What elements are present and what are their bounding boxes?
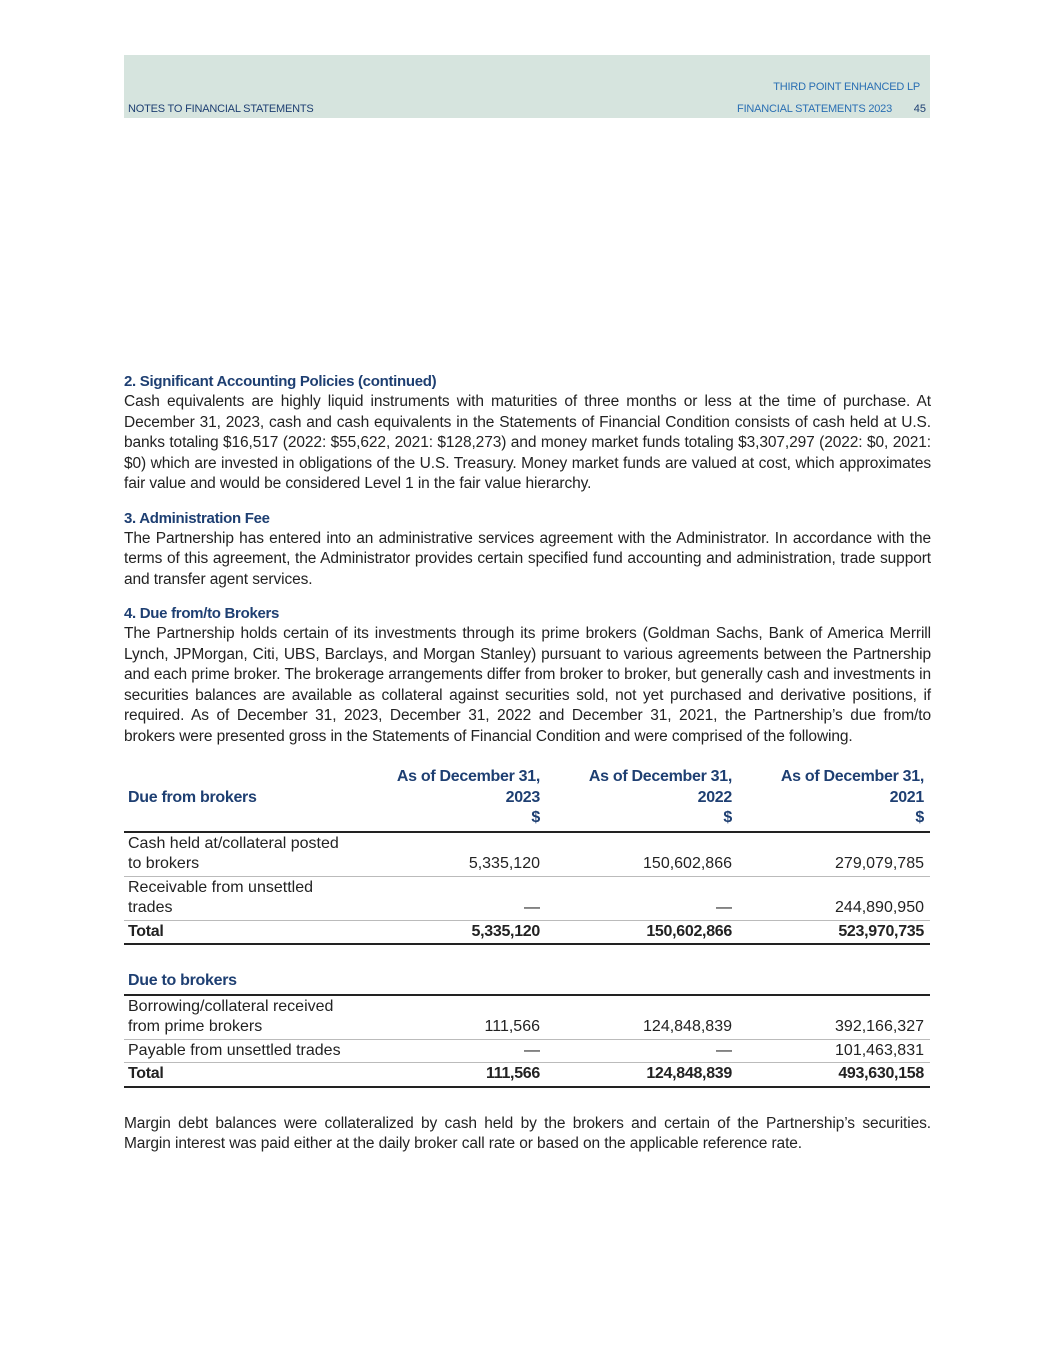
due-from-title: Due from brokers — [124, 767, 354, 832]
due-to-header-row — [124, 944, 930, 995]
section-text: The Partnership holds certain of its investments through its prime brokers (Goldman Sachs, Bank of America Merrill Lynch, JPMorgan, Citi, UBS, Barclays, and Morgan Stanley) pursuant to various agreements between the Partnership and each prime broker. The brokerage arrangements differ from broker to broker, but generally cash and investments in securities balances are available as collateral against securities sold, not yet purchased and derivative positions, if required. As of December 31, 2023, December 31, 2022 and December 31, 2021, the Partnership’s due from/to brokers were presented gross in the Statements of Financial Condition and were comprised of the following. — [124, 625, 931, 745]
entity-name: THIRD POINT ENHANCED LP — [773, 81, 920, 93]
column-header: As of December 31, 2023 $ — [354, 767, 546, 832]
table-row: Payable from unsettled trades — — 101,463,831 — [124, 1039, 930, 1063]
table-row: Borrowing/collateral received from prime brokers 111,566 124,848,839 392,166,327 — [124, 995, 930, 1040]
section-text: Cash equivalents are highly liquid instruments with maturities of three months or less at the time of purchase. At December 31, 2023, cash and cash equivalents in the Statements of Financial Condition consists of cash held at U.S. banks totaling $16,517 (2022: $55,622, 2021: $128,273) and money market funds totaling $3,307,297 (2022: $0, 2021: $0) which are invested in obligations of the U.S. Treasury. Money market funds are valued at cost, which approximates fair value and would be considered Level 1 in the fair value hierarchy. — [124, 393, 931, 492]
page-number: 45 — [913, 103, 926, 115]
footer-text: Margin debt balances were collateralized by cash held by the brokers and certain of the Partnership’s securities. Margin interest was paid either at the daily broker call rate or based on the applicable reference rate. — [124, 1114, 931, 1152]
section-text: The Partnership has entered into an administrative services agreement with the Administrator. In accordance with the terms of this agreement, the Administrator provides certain specified fund accounting and administration, trade support and transfer agent services. — [124, 529, 931, 588]
total-row: Total 111,566 124,848,839 493,630,158 — [124, 1063, 930, 1087]
page-header — [124, 55, 930, 118]
table-header-row — [124, 767, 930, 832]
section-label: NOTES TO FINANCIAL STATEMENTS — [128, 103, 314, 115]
section-heading: 4. Due from/to Brokers — [124, 605, 280, 622]
due-to-title: Due to brokers — [124, 944, 354, 995]
total-row: Total 5,335,120 150,602,866 523,970,735 — [124, 920, 930, 944]
section-heading: 2. Significant Accounting Policies (continued) — [124, 373, 437, 390]
brokers-table — [124, 767, 930, 1088]
content — [124, 372, 931, 1169]
table-row: Cash held at/collateral posted to brokers 5,335,120 150,602,866 279,079,785 — [124, 832, 930, 877]
column-header: As of December 31, 2021 $ — [738, 767, 930, 832]
section-heading: 3. Administration Fee — [124, 509, 270, 527]
column-header: As of December 31, 2022 $ — [546, 767, 738, 832]
table-row: Receivable from unsettled trades — — 244,890,950 — [124, 876, 930, 920]
document-title: FINANCIAL STATEMENTS 2023 — [737, 103, 892, 115]
